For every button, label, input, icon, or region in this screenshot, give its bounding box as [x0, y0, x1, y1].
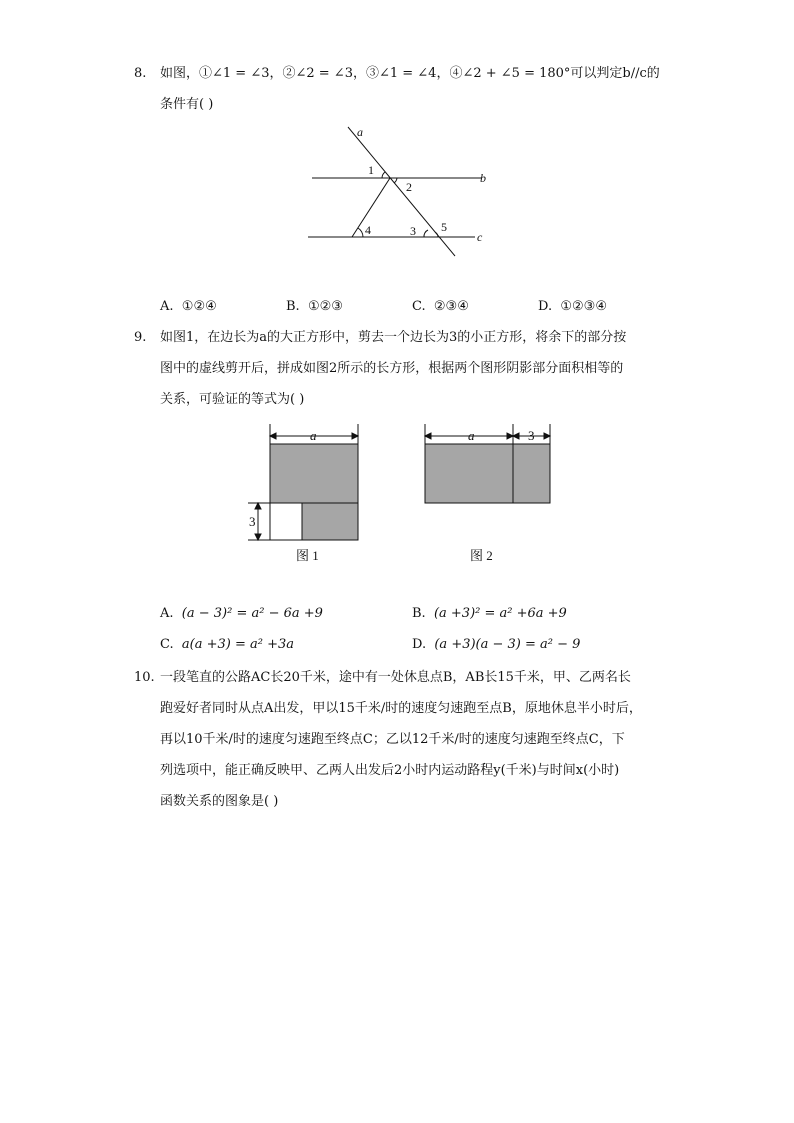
fig1-caption: 图 1: [296, 548, 319, 563]
label-b: b: [480, 171, 486, 185]
q10-stem-line5: 函数关系的图象是( ): [160, 794, 279, 809]
fig2-a-label: a: [468, 428, 475, 443]
q10-stem: [160, 662, 670, 817]
q9-figure-1: [240, 420, 370, 570]
label-1: 1: [368, 163, 374, 177]
fig1-a-label: a: [310, 428, 317, 443]
q9-option-b[interactable]: B. (a +3)² = a² +6a +9: [412, 606, 567, 621]
fig2-caption: 图 2: [470, 548, 493, 563]
q9-number: 9.: [134, 330, 147, 345]
angle-5-arc: [435, 232, 438, 237]
left-shaded-rect: [425, 444, 513, 503]
label-c: c: [477, 230, 483, 244]
q10-stem-line1: 一段笔直的公路AC长20千米，途中有一处休息点B，AB长15千米，甲、乙两名长: [160, 670, 631, 685]
q8-option-d[interactable]: D. ①②③④: [538, 299, 607, 314]
line-d: [352, 178, 390, 237]
right-shaded-rect: [513, 444, 550, 503]
q9-stem-line1: 如图1，在边长为a的大正方形中，剪去一个边长为3的小正方形，将余下的部分按: [160, 330, 627, 345]
q9-figure-2: [420, 420, 560, 570]
q10-number: 10.: [134, 670, 155, 685]
q9-option-a[interactable]: A. (a − 3)² = a² − 6a +9: [160, 606, 323, 621]
fig1-3-label: 3: [249, 514, 256, 529]
angle-2-arc: [394, 178, 397, 183]
label-a: a: [357, 125, 363, 139]
q8-option-b[interactable]: B. ①②③: [286, 299, 343, 314]
q8-stem: [160, 58, 670, 120]
small-shaded-rect: [302, 503, 358, 540]
q9-stem-line3: 关系，可验证的等式为( ): [160, 392, 305, 407]
q8-option-c[interactable]: C. ②③④: [412, 299, 469, 314]
label-3: 3: [410, 224, 416, 238]
label-5: 5: [441, 220, 447, 234]
label-2: 2: [406, 180, 412, 194]
q8-option-a[interactable]: A. ①②④: [160, 299, 217, 314]
q8-figure: [300, 120, 540, 270]
q10-stem-line4: 列选项中，能正确反映甲、乙两人出发后2小时内运动路程y(千米)与时间x(小时): [160, 763, 620, 778]
small-white-square: [270, 503, 302, 540]
big-shaded-rect: [270, 444, 358, 503]
q8-stem-line1: 如图，①∠1 = ∠3，②∠2 = ∠3，③∠1 = ∠4，④∠2 + ∠5 = 180°可以判定b//c的: [160, 66, 660, 81]
label-4: 4: [365, 223, 371, 237]
q8-number: 8.: [134, 66, 147, 81]
q10-stem-line3: 再以10千米/时的速度匀速跑至终点C；乙以12千米/时的速度匀速跑至终点C，下: [160, 732, 625, 747]
q9-option-c[interactable]: C. a(a +3) = a² +3a: [160, 637, 294, 652]
q9-stem: [160, 322, 670, 415]
q8-stem-line2: 条件有( ): [160, 97, 214, 112]
angle-1-arc: [382, 172, 385, 178]
angle-4-arc: [358, 228, 363, 237]
q10-stem-line2: 跑爱好者同时从点A出发，甲以15千米/时的速度匀速跑至点B，原地休息半小时后，: [160, 701, 642, 716]
q9-option-d[interactable]: D. (a +3)(a − 3) = a² − 9: [412, 637, 581, 652]
q9-stem-line2: 图中的虚线剪开后，拼成如图2所示的长方形，根据两个图形阴影部分面积相等的: [160, 361, 624, 376]
angle-3-arc: [424, 230, 428, 237]
fig2-3-label: 3: [528, 428, 535, 443]
